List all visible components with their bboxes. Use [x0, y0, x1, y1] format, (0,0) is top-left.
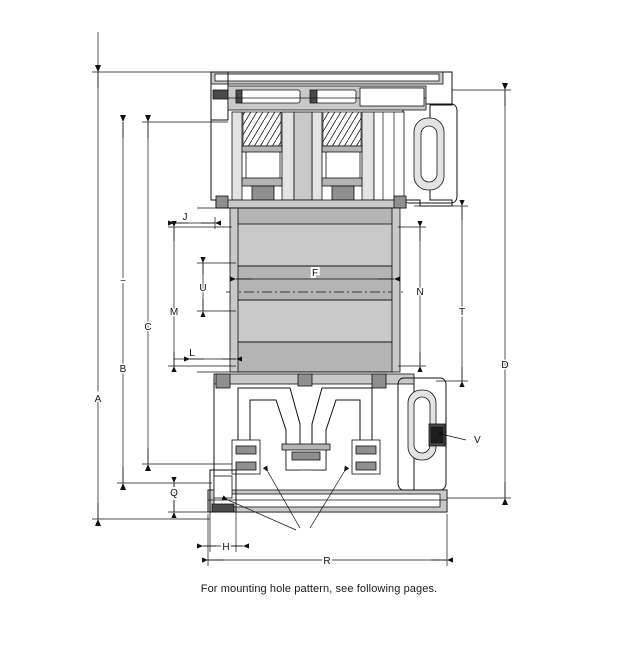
dimension-label-C: C — [144, 322, 152, 333]
spring-coil-left — [243, 112, 281, 146]
dimension-label-N: N — [416, 287, 424, 298]
dimension-label-R: V — [474, 435, 481, 446]
dimension-label-J: J — [182, 212, 188, 223]
dimension-B — [117, 122, 212, 483]
spring-coil-right — [323, 112, 361, 146]
dimension-G — [174, 348, 236, 359]
dimension-label-M: M — [169, 307, 179, 318]
dimension-C — [142, 122, 232, 464]
dimension-label-H: R — [323, 556, 331, 567]
dimension-label-T: T — [458, 307, 466, 318]
dimension-Q — [203, 512, 243, 553]
dimension-label-A: A — [94, 394, 102, 405]
base-housing-assembly — [208, 374, 447, 512]
dimension-label-Q: H — [222, 542, 230, 553]
dimension-J — [174, 212, 215, 229]
dimension-label-U: U — [199, 283, 207, 294]
break-symbol: ~ — [120, 276, 126, 287]
dimension-H — [208, 514, 447, 567]
dimension-label-D: D — [501, 360, 509, 371]
top-housing-assembly — [211, 72, 457, 208]
dimension-label-L: Q — [170, 488, 178, 499]
dimension-M — [168, 227, 232, 366]
dimension-label-B: B — [119, 364, 127, 375]
dimension-L — [168, 483, 210, 512]
motor-body — [226, 208, 404, 372]
dimension-N — [398, 227, 426, 366]
dimension-A — [92, 32, 211, 519]
dimension-R — [445, 435, 481, 446]
figure-caption: For mounting hole pattern, see following pages. — [200, 583, 438, 595]
dimension-label-G: L — [189, 348, 195, 359]
dimension-label-F: F — [311, 268, 319, 279]
